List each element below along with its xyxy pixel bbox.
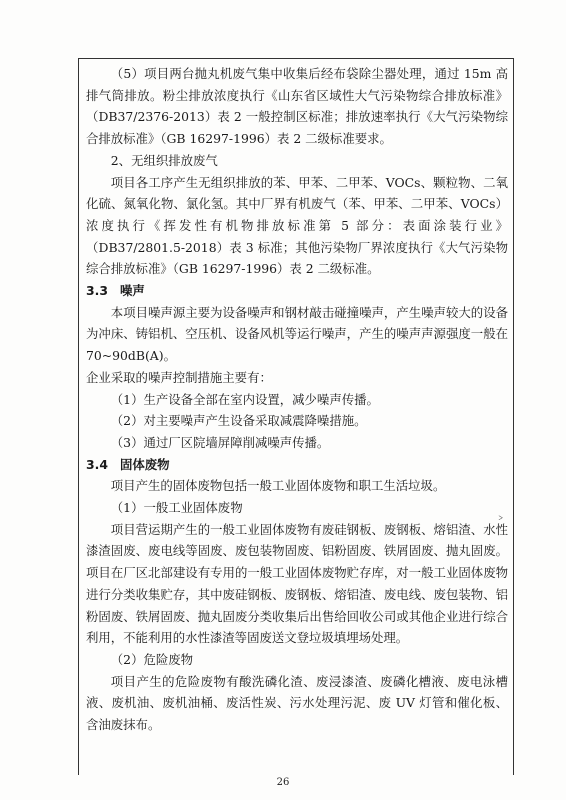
- section-heading-solid-waste: [86, 454, 508, 476]
- paragraph-general-waste: 项目营运期产生的一般工业固体废物有废硅钢板、废钢板、熔铝渣、水性漆渣固废、废电线等固废、废包装物固废、铝粉固废、铁屑固废、抛丸固废。项目在厂区北部建设有专用的一般工业固体废物贮存库，对一般工业固体废物进行分类收集贮存，其中废硅钢板、废钢板、熔铝渣、废电线、废包装物、铝粉固废、铁屑固废、抛丸固废分类收集后出售给回收公司或其他企业进行综合利用，不能利用的水性漆渣等固废送文登垃圾填埋场处理。: [86, 521, 508, 646]
- list-item: （2）对主要噪声产生设备采取减震降噪措施。: [110, 413, 367, 429]
- paragraph-exhaust-shot-blasting: （5）项目两台抛丸机废气集中收集后经布袋除尘器处理，通过 15m 高排气筒排放。粉尘排放浓度执行《山东省区域性大气污染物综合排放标准》（DB37/2376-2013）表 2 一般控制区标准；排放速率执行《大气污染物综合排放标准》（GB 16297-1996）表 2 二级标准要求。: [86, 66, 508, 147]
- section-title: 噪声: [120, 283, 145, 299]
- subheading-general-waste: （1）一般工业固体废物: [110, 500, 243, 516]
- page-content: [86, 63, 508, 736]
- page-number: 26: [276, 777, 290, 788]
- paragraph-hazardous-waste: 项目产生的危险废物有酸洗磷化渣、废浸漆渣、废磷化槽液、废电泳槽液、废机油、废机油桶、废活性炭、污水处理污泥、废 UV 灯管和催化板、含油废抹布。: [86, 673, 508, 733]
- margin-mark: ﹥: [495, 510, 506, 523]
- list-item: （1）生产设备全部在室内设置，减少噪声传播。: [110, 391, 379, 407]
- section-number: 3.3: [86, 283, 108, 299]
- subheading-fugitive-emissions: 2、无组织排放废气: [110, 152, 218, 168]
- paragraph-fugitive-emissions: 项目各工序产生无组织排放的苯、甲苯、二甲苯、VOCs、颗粒物、二氧化硫、氮氧化物、氯化氢。其中厂界有机废气（苯、甲苯、二甲苯、VOCs）浓度执行《挥发性有机物排放标准第 5 部分：表面涂装行业》（DB37/2801.5-2018）表 3 标准；其他污染物厂界浓度执行《大气污染物综合排放标准》（GB 16297-1996）表 2 二级标准。: [86, 174, 508, 277]
- section-heading-noise: [86, 280, 508, 302]
- subheading-hazardous-waste: （2）危险废物: [110, 651, 194, 667]
- paragraph-noise-sources: 本项目噪声源主要为设备噪声和钢材敲击碰撞噪声，产生噪声较大的设备为冲床、铸铝机、空压机、设备风机等运行噪声，产生的噪声声源强度一般在 70~90dB(A)。: [86, 304, 508, 364]
- section-title: 固体废物: [120, 456, 170, 472]
- paragraph-noise-measures-intro: 企业采取的噪声控制措施主要有：: [86, 369, 272, 385]
- list-item: （3）通过厂区院墙屏障削减噪声传播。: [110, 434, 330, 450]
- section-number: 3.4: [86, 456, 108, 472]
- paragraph-solid-waste-intro: 项目产生的固体废物包括一般工业固体废物和职工生活垃圾。: [110, 478, 446, 494]
